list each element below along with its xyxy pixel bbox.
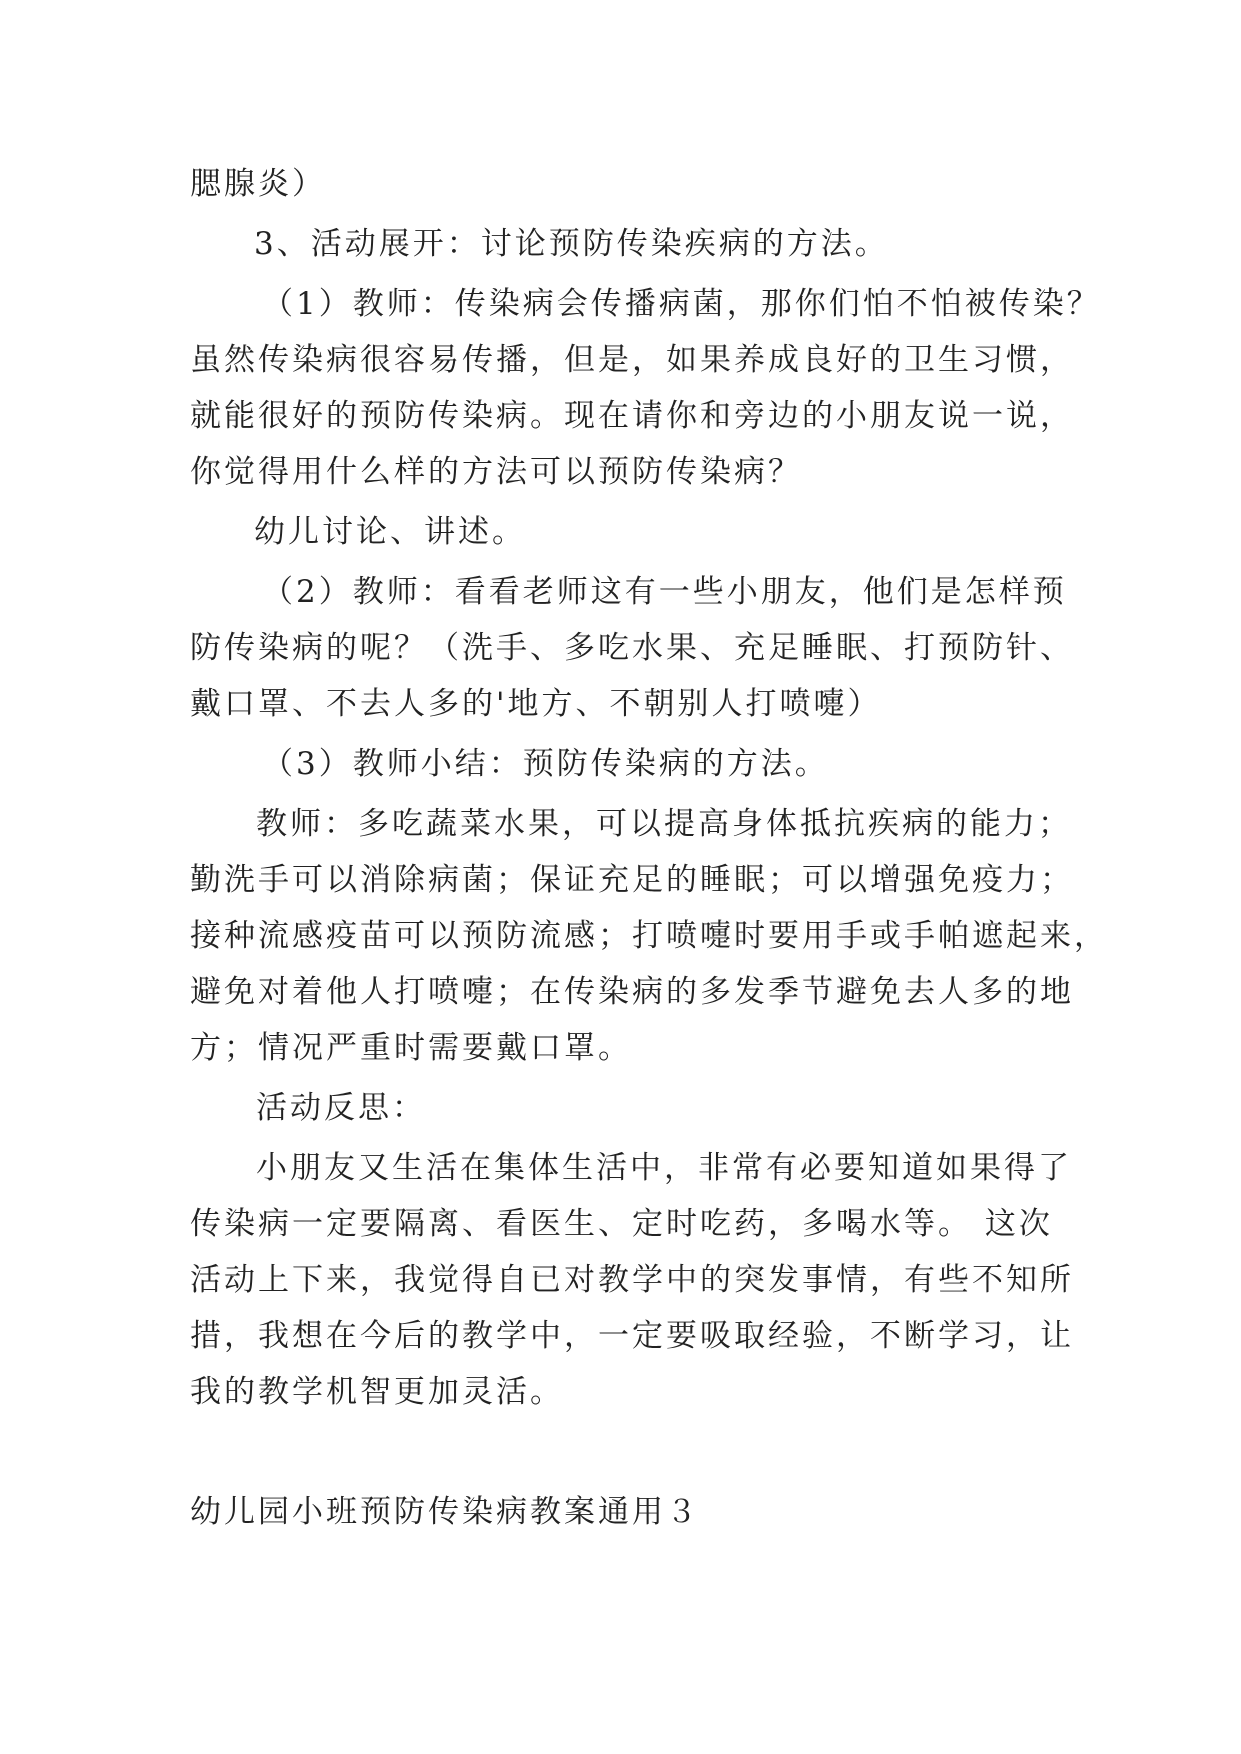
paragraph-line-22: 我的教学机智更加灵活。 [190, 1374, 564, 1410]
paragraph-line-5: 就能很好的预防传染病。现在请你和旁边的小朋友说一说， [190, 398, 1074, 434]
paragraph-line-9: 防传染病的呢？（洗手、多吃水果、充足睡眠、打预防针、 [190, 630, 1074, 666]
paragraph-line-1: 腮腺炎） [190, 166, 326, 202]
paragraph-line-15: 避免对着他人打喷嚏；在传染病的多发季节避免去人多的地 [190, 974, 1074, 1010]
paragraph-line-7: 幼儿讨论、讲述。 [254, 514, 526, 550]
paragraph-line-14: 接种流感疫苗可以预防流感；打喷嚏时要用手或手帕遮起来， [190, 918, 1108, 954]
paragraph-line-16: 方；情况严重时需要戴口罩。 [190, 1030, 632, 1066]
paragraph-line-19: 传染病一定要隔离、看医生、定时吃药，多喝水等。 这次 [190, 1206, 1053, 1242]
paragraph-line-6: 你觉得用什么样的方法可以预防传染病？ [190, 454, 802, 490]
paragraph-line-18: 小朋友又生活在集体生活中，非常有必要知道如果得了 [256, 1150, 1072, 1186]
paragraph-line-8: （2）教师：看看老师这有一些小朋友，他们是怎样预 [262, 574, 1067, 610]
paragraph-line-3: （1）教师：传染病会传播病菌，那你们怕不怕被传染？ [262, 286, 1101, 322]
next-section-title: 幼儿园小班预防传染病教案通用３ [190, 1494, 700, 1530]
section-heading-reflection: 活动反思： [256, 1090, 426, 1126]
paragraph-line-20: 活动上下来，我觉得自已对教学中的突发事情，有些不知所 [190, 1262, 1074, 1298]
paragraph-line-12: 教师：多吃蔬菜水果，可以提高身体抵抗疾病的能力； [256, 806, 1072, 842]
section-heading-activity: 3、活动展开：讨论预防传染疾病的方法。 [254, 226, 889, 262]
paragraph-line-13: 勤洗手可以消除病菌；保证充足的睡眠；可以增强免疫力； [190, 862, 1074, 898]
paragraph-line-10: 戴口罩、不去人多的'地方、不朝别人打喷嚏） [190, 686, 882, 722]
paragraph-line-21: 措，我想在今后的教学中，一定要吸取经验，不断学习，让 [190, 1318, 1074, 1354]
paragraph-line-4: 虽然传染病很容易传播，但是，如果养成良好的卫生习惯， [190, 342, 1074, 378]
paragraph-line-11: （3）教师小结：预防传染病的方法。 [262, 746, 829, 782]
